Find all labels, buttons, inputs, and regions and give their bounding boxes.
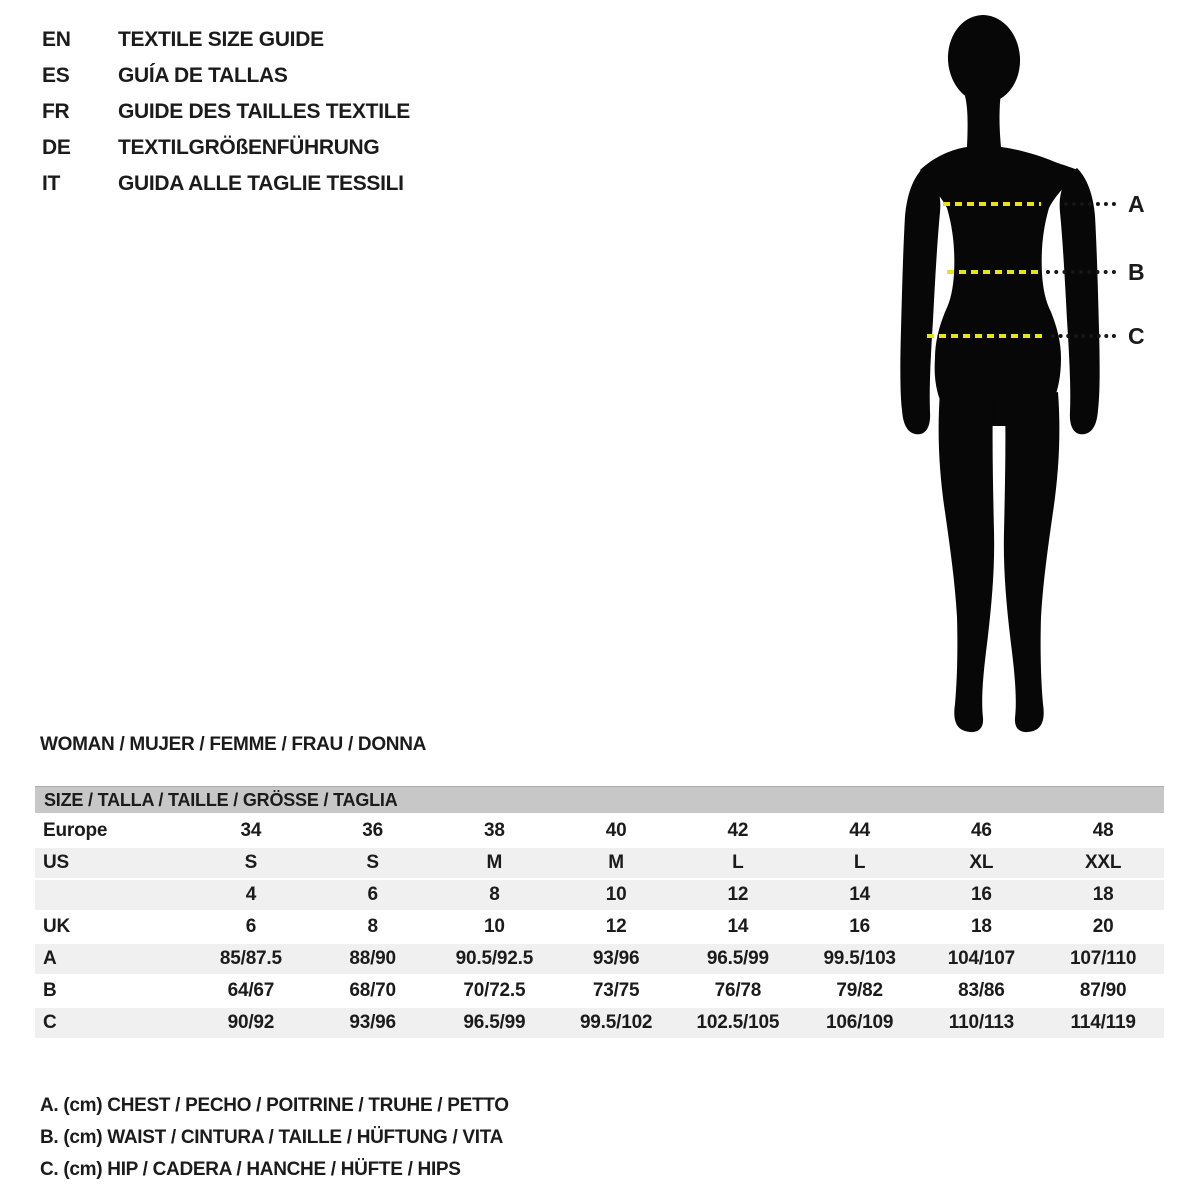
size-cell: 14 [727, 916, 749, 937]
size-cell: 106/109 [825, 1012, 894, 1033]
size-cell: 10 [484, 916, 505, 937]
language-code: FR [42, 100, 70, 123]
size-cell: 12 [727, 884, 749, 905]
size-cell: 16 [849, 916, 870, 937]
size-cell: 83/86 [958, 980, 1005, 1001]
size-table-header: SIZE / TALLA / TAILLE / GRÖSSE / TAGLIA [35, 786, 1164, 813]
hip-leader-dots [1051, 334, 1116, 338]
size-cell: 76/78 [714, 980, 762, 1001]
language-row-fr [42, 94, 410, 130]
size-cell: 73/75 [592, 980, 640, 1001]
size-cell: 18 [1092, 884, 1114, 905]
row-label: B [43, 980, 57, 1001]
size-cell: M [486, 852, 503, 873]
table-row-hip-c [35, 1008, 1164, 1040]
size-cell: 34 [240, 820, 262, 841]
language-title: TEXTILGRÖßENFÜHRUNG [118, 136, 380, 159]
size-cell: XL [969, 852, 994, 873]
size-cell: 16 [971, 884, 992, 905]
legend-line-waist: B. (cm) WAIST / CINTURA / TAILLE / HÜFTUNG / VITA [40, 1127, 504, 1148]
size-cell: 96.5/99 [463, 1012, 526, 1033]
language-code: DE [42, 136, 71, 159]
size-cell: 20 [1092, 916, 1114, 937]
size-cell: 104/107 [947, 948, 1016, 969]
size-cell: 4 [245, 884, 257, 905]
size-cell: 8 [489, 884, 500, 905]
size-cell: 38 [484, 820, 505, 841]
size-cell: 114/119 [1070, 1012, 1136, 1033]
measurement-legend [40, 1090, 509, 1186]
language-code: ES [42, 64, 70, 87]
size-cell: 44 [849, 820, 870, 841]
size-cell: M [608, 852, 624, 873]
size-cell: 87/90 [1079, 980, 1127, 1001]
measurement-figure [895, 12, 1105, 738]
size-cell: 14 [849, 884, 870, 905]
hip-measure-dashes [927, 334, 1044, 338]
size-cell: 10 [605, 884, 627, 905]
language-row-de [42, 130, 410, 166]
waist-measure-label: B [1128, 259, 1145, 285]
size-cell: 90.5/92.5 [455, 948, 534, 969]
size-cell: 79/82 [836, 980, 883, 1001]
woman-silhouette [895, 12, 1105, 738]
size-cell: S [366, 852, 379, 873]
section-title-woman: WOMAN / MUJER / FEMME / FRAU / DONNA [40, 734, 427, 755]
size-cell: 107/110 [1070, 948, 1137, 969]
chest-measure-label: A [1128, 191, 1145, 217]
size-cell: L [732, 852, 744, 873]
size-cell: 8 [367, 916, 378, 937]
waist-measure-dashes [947, 270, 1039, 274]
size-cell: 70/72.5 [463, 980, 526, 1001]
language-title: GUÍA DE TALLAS [118, 64, 288, 87]
language-row-en [42, 22, 410, 58]
table-row-europe [35, 816, 1164, 848]
size-cell: 42 [727, 820, 749, 841]
size-cell: 6 [245, 916, 257, 937]
size-cell: 96.5/99 [706, 948, 769, 969]
size-cell: 64/67 [227, 980, 275, 1001]
table-row-us-numeric [35, 880, 1164, 912]
size-cell: L [853, 852, 866, 873]
chest-measure-dashes [943, 202, 1041, 206]
size-cell: 68/70 [349, 980, 396, 1001]
table-row-chest-a [35, 944, 1164, 976]
language-code: IT [42, 172, 61, 195]
chest-leader-dots [1064, 202, 1116, 206]
size-cell: 18 [971, 916, 992, 937]
language-row-it [42, 166, 410, 202]
row-label: C [43, 1012, 57, 1033]
size-table [35, 786, 1164, 1040]
size-cell: 90/92 [227, 1012, 275, 1033]
table-row-waist-b [35, 976, 1164, 1008]
table-row-us [35, 848, 1164, 880]
size-cell: 6 [367, 884, 378, 905]
row-label: US [43, 852, 69, 873]
waist-leader-dots [1046, 270, 1116, 274]
legend-line-hip: C. (cm) HIP / CADERA / HANCHE / HÜFTE / HIPS [40, 1159, 461, 1180]
row-label: Europe [43, 820, 108, 841]
legend-line-chest: A. (cm) CHEST / PECHO / POITRINE / TRUHE / PETTO [40, 1095, 509, 1116]
size-cell: 102.5/105 [696, 1012, 780, 1033]
size-cell: 36 [362, 820, 383, 841]
language-title: GUIDA ALLE TAGLIE TESSILI [118, 172, 404, 195]
language-title: TEXTILE SIZE GUIDE [118, 28, 324, 51]
row-label: A [43, 948, 57, 969]
language-row-es [42, 58, 410, 94]
size-cell: 12 [605, 916, 627, 937]
size-cell: S [244, 852, 258, 873]
language-code: EN [42, 28, 71, 51]
size-cell: 85/87.5 [219, 948, 282, 969]
table-row-uk [35, 912, 1164, 944]
size-cell: 99.5/103 [823, 948, 896, 969]
size-cell: XXL [1084, 852, 1122, 873]
hip-measure-label: C [1128, 323, 1145, 349]
row-label: UK [43, 916, 71, 937]
size-cell: 93/96 [592, 948, 640, 969]
size-cell: 110/113 [948, 1012, 1014, 1033]
language-title-list [42, 22, 410, 202]
size-cell: 40 [605, 820, 627, 841]
size-cell: 48 [1092, 820, 1114, 841]
size-cell: 93/96 [349, 1012, 396, 1033]
size-cell: 88/90 [349, 948, 396, 969]
language-title: GUIDE DES TAILLES TEXTILE [118, 100, 410, 123]
size-cell: 46 [971, 820, 992, 841]
size-cell: 99.5/102 [579, 1012, 653, 1033]
row-label [35, 880, 190, 910]
